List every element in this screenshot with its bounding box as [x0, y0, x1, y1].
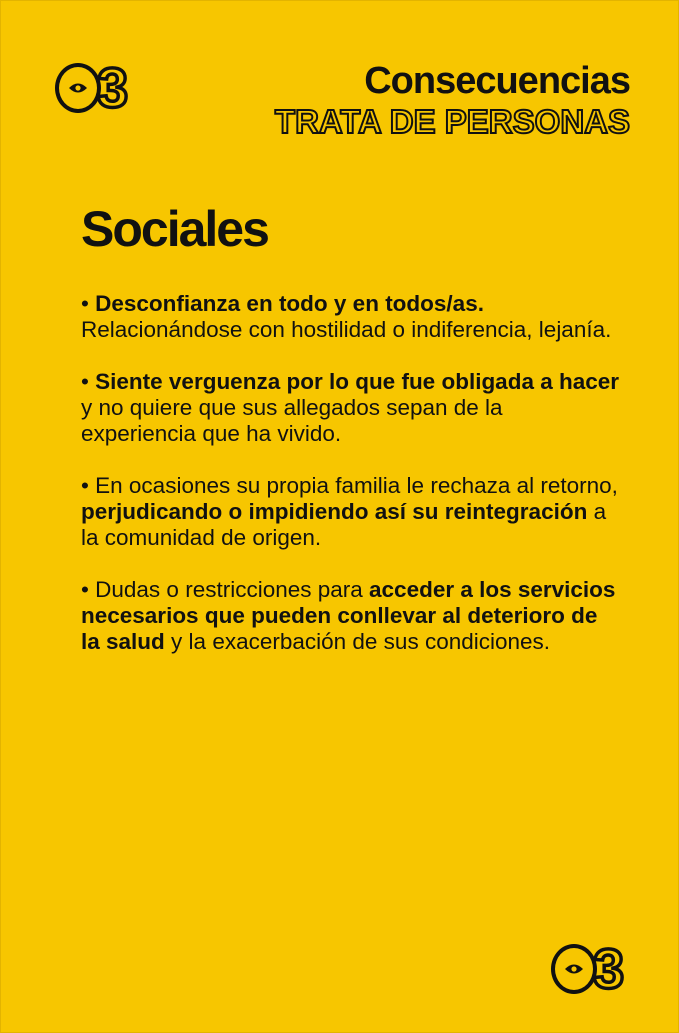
zero-ring [551, 944, 597, 994]
list-item: • Desconfianza en todo y en todos/as. Relacionándose con hostilidad o indiferencia, lejanía. [81, 291, 612, 342]
list-item: • Dudas o restricciones para acceder a los servicios necesarios que pueden conllevar al deterioro de la salud y la exacerbación de sus condiciones. [81, 577, 616, 654]
list-item: • En ocasiones su propia familia le rechaza al retorno, perjudicando o impidiendo así su reintegración a la comunidad de origen. [81, 473, 618, 550]
footer-number-badge [551, 937, 623, 1000]
list-item: • Siente verguenza por lo que fue obligada a hacer y no quiere que sus allegados sepan de la experiencia que ha vivido. [81, 369, 620, 446]
consequences-list [81, 291, 621, 681]
card-number-badge [55, 56, 127, 119]
section-heading: Sociales [81, 201, 268, 257]
page-subtitle: TRATA DE PERSONAS [274, 103, 630, 140]
footer-number: 3 [593, 937, 623, 1000]
zero-ring [55, 63, 101, 113]
eye-icon [68, 82, 88, 94]
page-title: Consecuencias [364, 60, 630, 102]
eye-icon [564, 963, 584, 975]
card-number: 3 [97, 56, 127, 119]
